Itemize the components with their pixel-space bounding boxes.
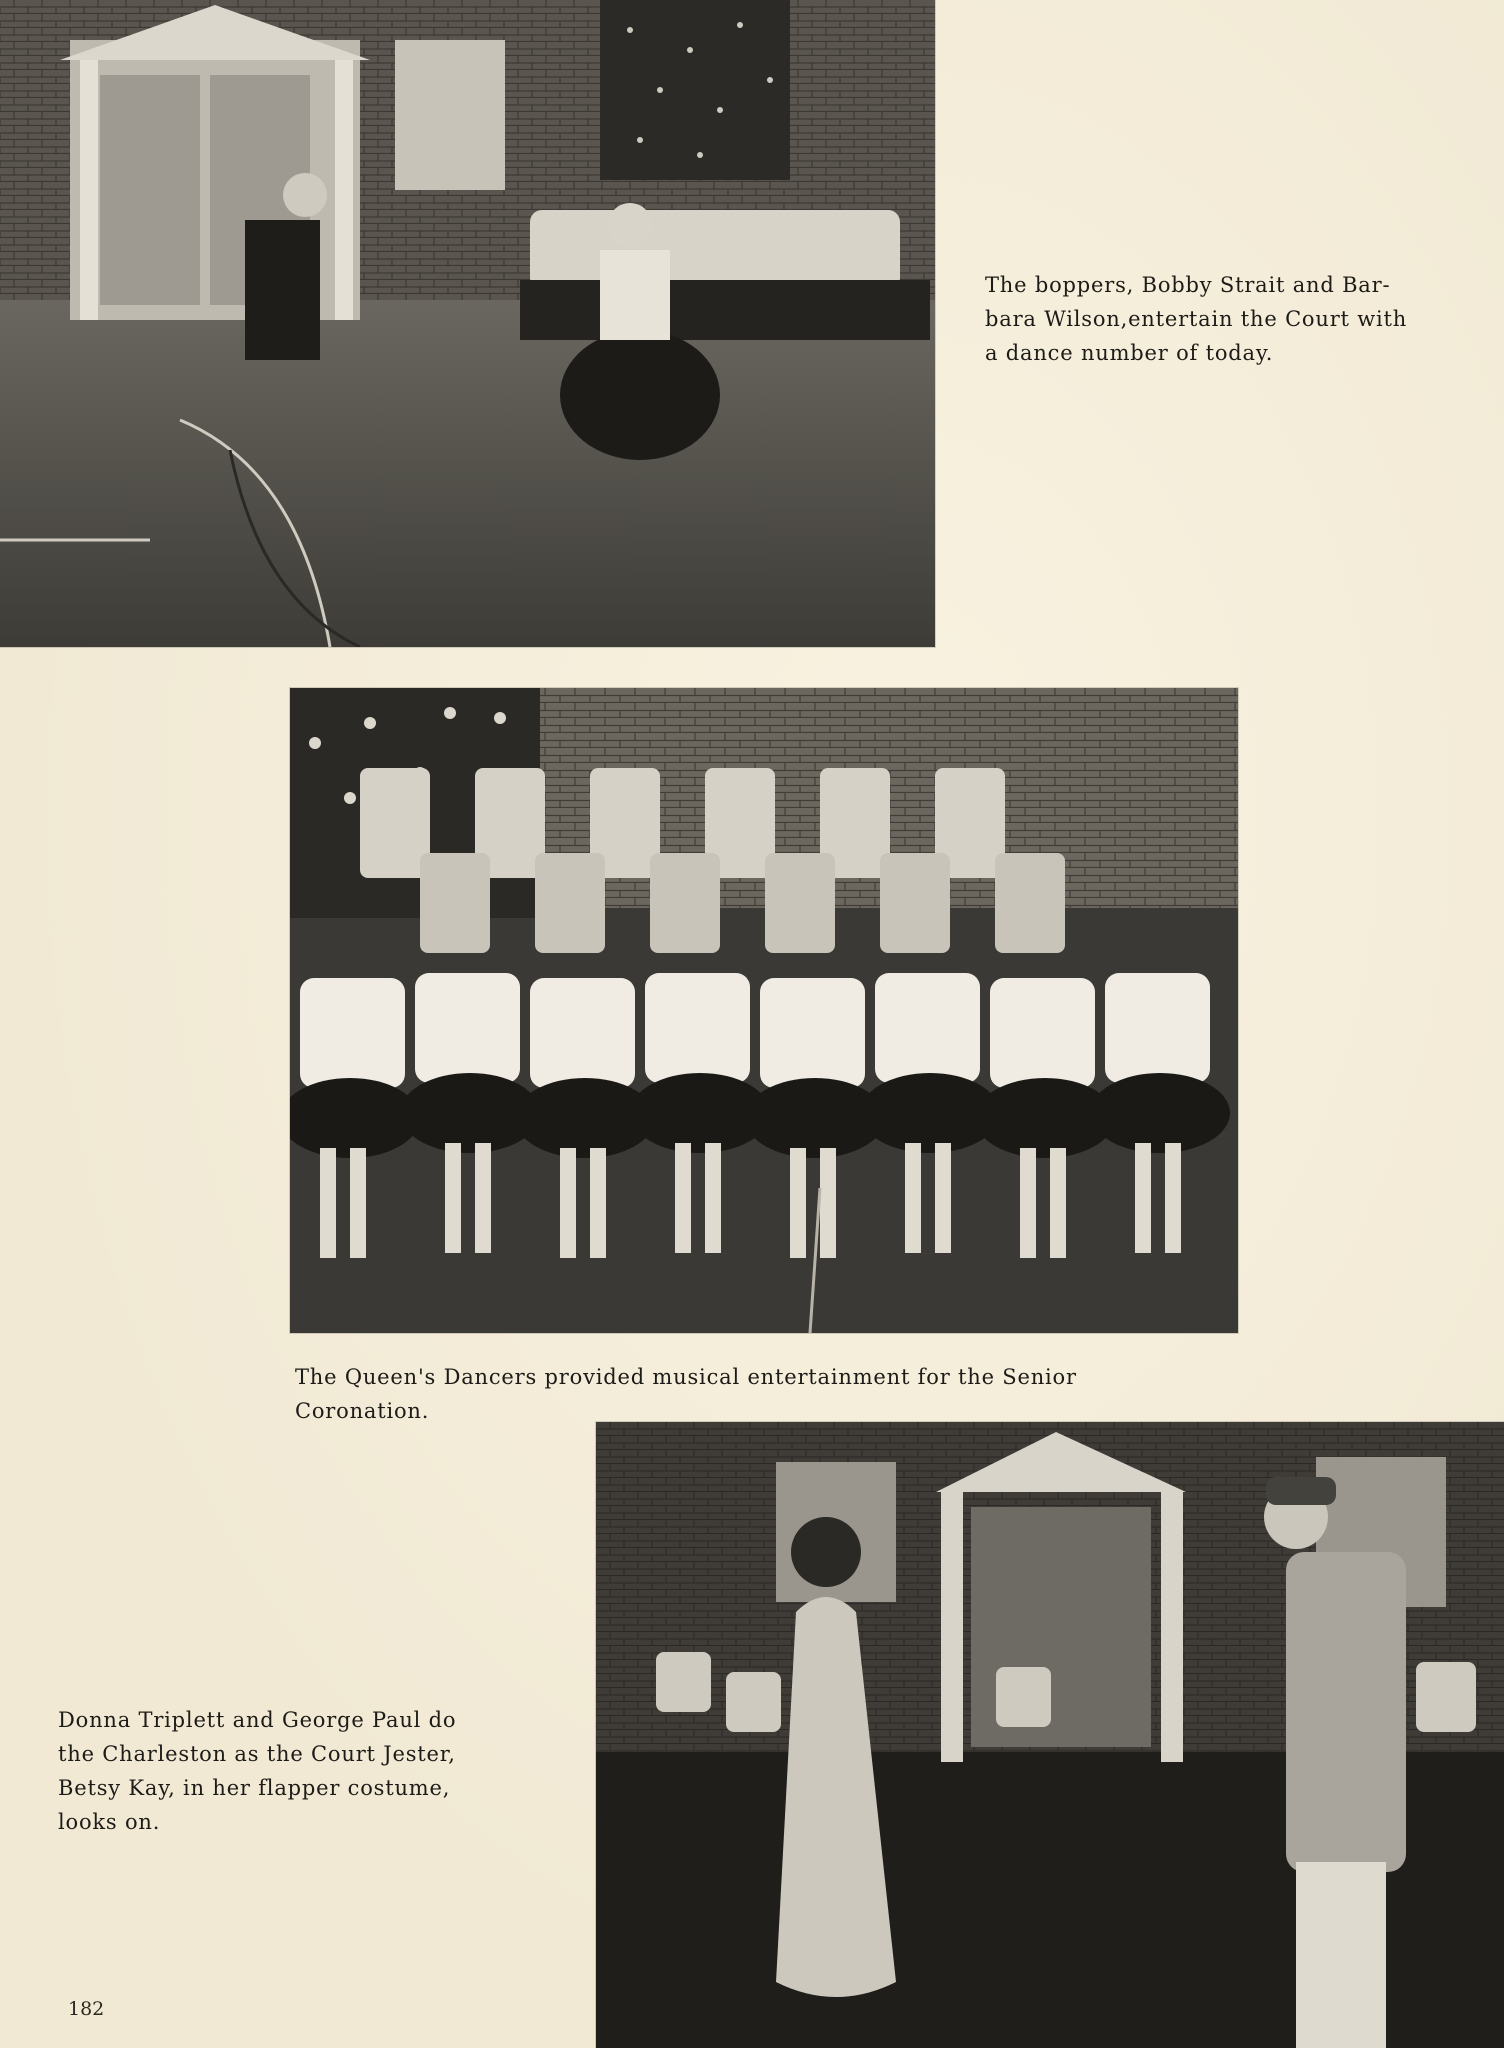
caption-charleston-line-4: looks on. [58, 1810, 161, 1834]
caption-charleston-line-1: Donna Triplett and George Paul do [58, 1708, 457, 1732]
caption-boppers-line-3: a dance number of today. [985, 341, 1274, 365]
photo-queens-dancers [290, 688, 1238, 1333]
photo-charleston-image [596, 1422, 1504, 2048]
photo-boppers-image [0, 0, 935, 647]
photo-queens-dancers-image [290, 688, 1238, 1333]
page-number: 182 [68, 1998, 105, 2020]
photo-boppers-dance [0, 0, 935, 647]
caption-boppers-line-2: bara Wilson,entertain the Court with [985, 307, 1408, 331]
caption-charleston [58, 1703, 456, 1839]
caption-charleston-line-3: Betsy Kay, in her flapper costume, [58, 1776, 451, 1800]
caption-dancers-line-1: The Queen's Dancers provided musical entertainment for the Senior [295, 1365, 1077, 1389]
caption-charleston-line-2: the Charleston as the Court Jester, [58, 1742, 456, 1766]
caption-boppers [985, 268, 1407, 370]
caption-boppers-line-1: The boppers, Bobby Strait and Bar- [985, 273, 1391, 297]
caption-dancers-line-2: Coronation. [295, 1399, 430, 1423]
photo-charleston [596, 1422, 1504, 2048]
caption-queens-dancers [295, 1360, 1077, 1428]
